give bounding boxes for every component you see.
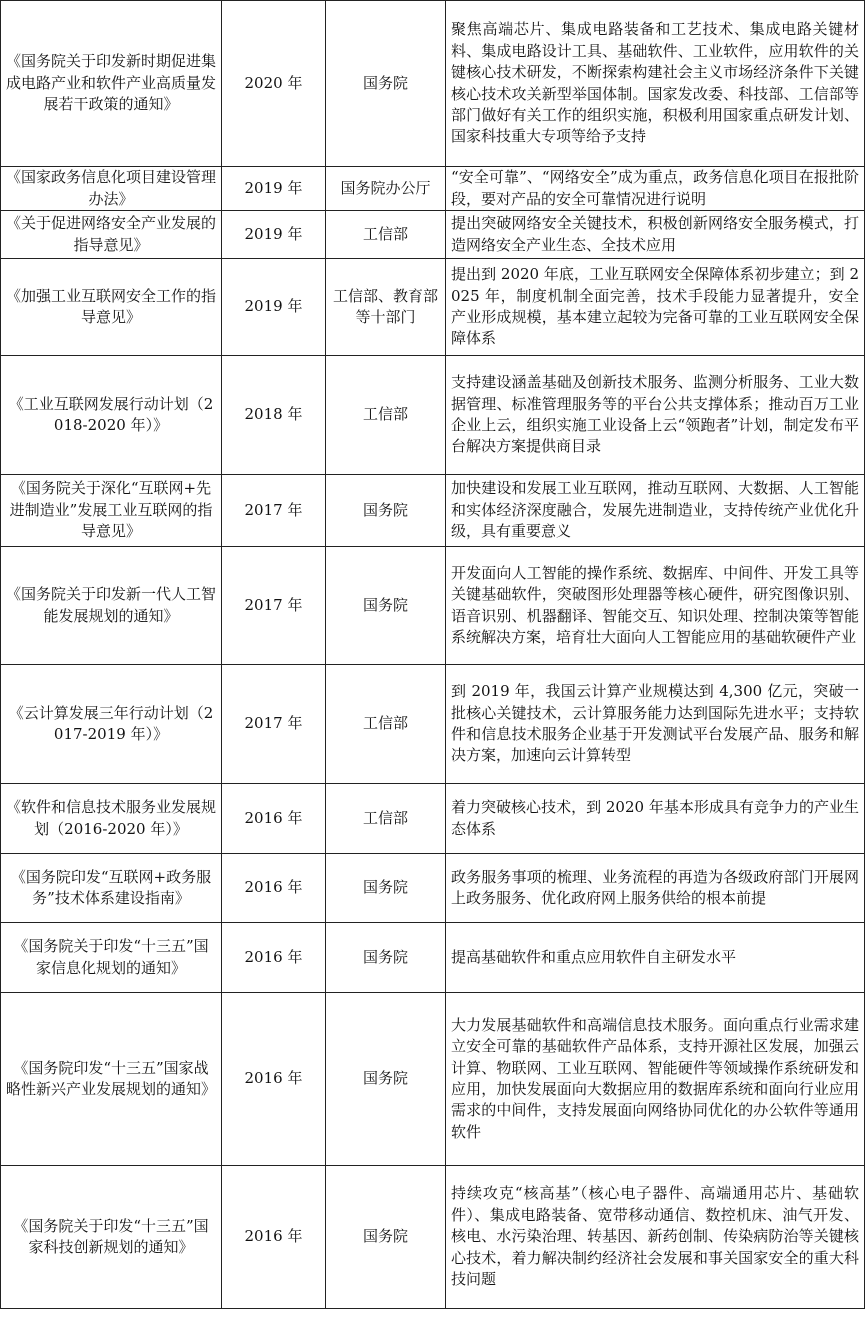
policy-content-cell: 提出突破网络安全关键技术，积极创新网络安全服务模式，打造网络安全产业生态、全技术应用 xyxy=(446,211,865,259)
policy-year-cell: 2019 年 xyxy=(222,259,326,356)
policy-issuer-cell: 国务院 xyxy=(326,854,446,923)
policy-content-cell: 提出到 2020 年底，工业互联网安全保障体系初步建立；到 2025 年，制度机制全面完善，技术手段能力显著提升，安全产业形成规模，基本建立起较为完备可靠的工业互联网安全保障体系 xyxy=(446,259,865,356)
policy-name-cell: 《工业互联网发展行动计划（2018-2020 年）》 xyxy=(1,356,222,475)
policy-content-cell: 持续攻克“核高基”（核心电子器件、高端通用芯片、基础软件）、集成电路装备、宽带移动通信、数控机床、油气开发、核电、水污染治理、转基因、新药创制、传染病防治等关键核心技术，着力解决制约经济社会发展和事关国家安全的重大科技问题 xyxy=(446,1166,865,1309)
table-row xyxy=(1,923,865,993)
policy-content-cell: 聚焦高端芯片、集成电路装备和工艺技术、集成电路关键材料、集成电路设计工具、基础软件、工业软件，应用软件的关键核心技术研发，不断探索构建社会主义市场经济条件下关键核心技术攻关新型举国体制。国家发改委、科技部、工信部等部门做好有关工作的组织实施，积极利用国家重点研发计划、国家科技重大专项等给予支持 xyxy=(446,1,865,167)
policy-name-cell: 《国务院关于印发新时期促进集成电路产业和软件产业高质量发展若干政策的通知》 xyxy=(1,1,222,167)
table-row xyxy=(1,854,865,923)
policy-content-cell: 大力发展基础软件和高端信息技术服务。面向重点行业需求建立安全可靠的基础软件产品体系，支持开源社区发展，加强云计算、物联网、工业互联网、智能硬件等领域操作系统研发和应用，加快发展面向大数据应用的数据库系统和面向行业应用需求的中间件，支持发展面向网络协同优化的办公软件等通用软件 xyxy=(446,993,865,1166)
policy-year-cell: 2016 年 xyxy=(222,784,326,854)
table-row xyxy=(1,167,865,211)
policy-issuer-cell: 国务院 xyxy=(326,1166,446,1309)
policy-name-cell: 《国务院关于深化“互联网+先进制造业”发展工业互联网的指导意见》 xyxy=(1,475,222,547)
policy-issuer-cell: 工信部 xyxy=(326,356,446,475)
policy-content-cell: 开发面向人工智能的操作系统、数据库、中间件、开发工具等关键基础软件，突破图形处理器等核心硬件，研究图像识别、语音识别、机器翻译、智能交互、知识处理、控制决策等智能系统解决方案，培育壮大面向人工智能应用的基础软硬件产业 xyxy=(446,547,865,665)
table-row xyxy=(1,1166,865,1309)
policy-name-cell: 《国务院关于印发“十三五”国家科技创新规划的通知》 xyxy=(1,1166,222,1309)
table-row xyxy=(1,356,865,475)
policy-issuer-cell: 工信部、教育部等十部门 xyxy=(326,259,446,356)
table-row xyxy=(1,475,865,547)
table-row xyxy=(1,1,865,167)
policy-issuer-cell: 国务院 xyxy=(326,993,446,1166)
table-row xyxy=(1,784,865,854)
policy-content-cell: 到 2019 年，我国云计算产业规模达到 4,300 亿元，突破一批核心关键技术，云计算服务能力达到国际先进水平；支持软件和信息技术服务企业基于开发测试平台发展产品、服务和解决方案，加速向云计算转型 xyxy=(446,665,865,784)
policy-year-cell: 2017 年 xyxy=(222,665,326,784)
table-row xyxy=(1,211,865,259)
policy-issuer-cell: 国务院 xyxy=(326,923,446,993)
policy-issuer-cell: 工信部 xyxy=(326,665,446,784)
policy-name-cell: 《国家政务信息化项目建设管理办法》 xyxy=(1,167,222,211)
policy-year-cell: 2019 年 xyxy=(222,167,326,211)
policy-name-cell: 《国务院关于印发“十三五”国家信息化规划的通知》 xyxy=(1,923,222,993)
policy-content-cell: 提高基础软件和重点应用软件自主研发水平 xyxy=(446,923,865,993)
policy-content-cell: 支持建设涵盖基础及创新技术服务、监测分析服务、工业大数据管理、标准管理服务等的平台公共支撑体系；推动百万工业企业上云，组织实施工业设备上云“领跑者”计划，制定发布平台解决方案提供商目录 xyxy=(446,356,865,475)
policy-name-cell: 《云计算发展三年行动计划（2017-2019 年）》 xyxy=(1,665,222,784)
policy-issuer-cell: 工信部 xyxy=(326,211,446,259)
policy-name-cell: 《关于促进网络安全产业发展的指导意见》 xyxy=(1,211,222,259)
policy-name-cell: 《加强工业互联网安全工作的指导意见》 xyxy=(1,259,222,356)
table-row xyxy=(1,993,865,1166)
policy-name-cell: 《国务院印发“互联网+政务服务”技术体系建设指南》 xyxy=(1,854,222,923)
table-row xyxy=(1,665,865,784)
policy-year-cell: 2020 年 xyxy=(222,1,326,167)
policy-issuer-cell: 国务院 xyxy=(326,547,446,665)
table-row xyxy=(1,259,865,356)
policy-issuer-cell: 国务院 xyxy=(326,475,446,547)
policy-content-cell: 着力突破核心技术，到 2020 年基本形成具有竞争力的产业生态体系 xyxy=(446,784,865,854)
policy-issuer-cell: 工信部 xyxy=(326,784,446,854)
policy-name-cell: 《软件和信息技术服务业发展规划（2016-2020 年）》 xyxy=(1,784,222,854)
policy-issuer-cell: 国务院 xyxy=(326,1,446,167)
policy-content-cell: 政务服务事项的梳理、业务流程的再造为各级政府部门开展网上政务服务、优化政府网上服务供给的根本前提 xyxy=(446,854,865,923)
policy-name-cell: 《国务院关于印发新一代人工智能发展规划的通知》 xyxy=(1,547,222,665)
policy-year-cell: 2016 年 xyxy=(222,923,326,993)
policy-name-cell: 《国务院印发“十三五”国家战略性新兴产业发展规划的通知》 xyxy=(1,993,222,1166)
policy-content-cell: “安全可靠”、“网络安全”成为重点，政务信息化项目在报批阶段，要对产品的安全可靠情况进行说明 xyxy=(446,167,865,211)
policy-year-cell: 2017 年 xyxy=(222,547,326,665)
policy-year-cell: 2016 年 xyxy=(222,1166,326,1309)
policy-year-cell: 2018 年 xyxy=(222,356,326,475)
policy-year-cell: 2016 年 xyxy=(222,854,326,923)
policy-content-cell: 加快建设和发展工业互联网，推动互联网、大数据、人工智能和实体经济深度融合，发展先进制造业，支持传统产业优化升级，具有重要意义 xyxy=(446,475,865,547)
policy-year-cell: 2016 年 xyxy=(222,993,326,1166)
policy-issuer-cell: 国务院办公厅 xyxy=(326,167,446,211)
policy-table-body xyxy=(1,1,865,1309)
policy-year-cell: 2019 年 xyxy=(222,211,326,259)
table-row xyxy=(1,547,865,665)
policy-year-cell: 2017 年 xyxy=(222,475,326,547)
